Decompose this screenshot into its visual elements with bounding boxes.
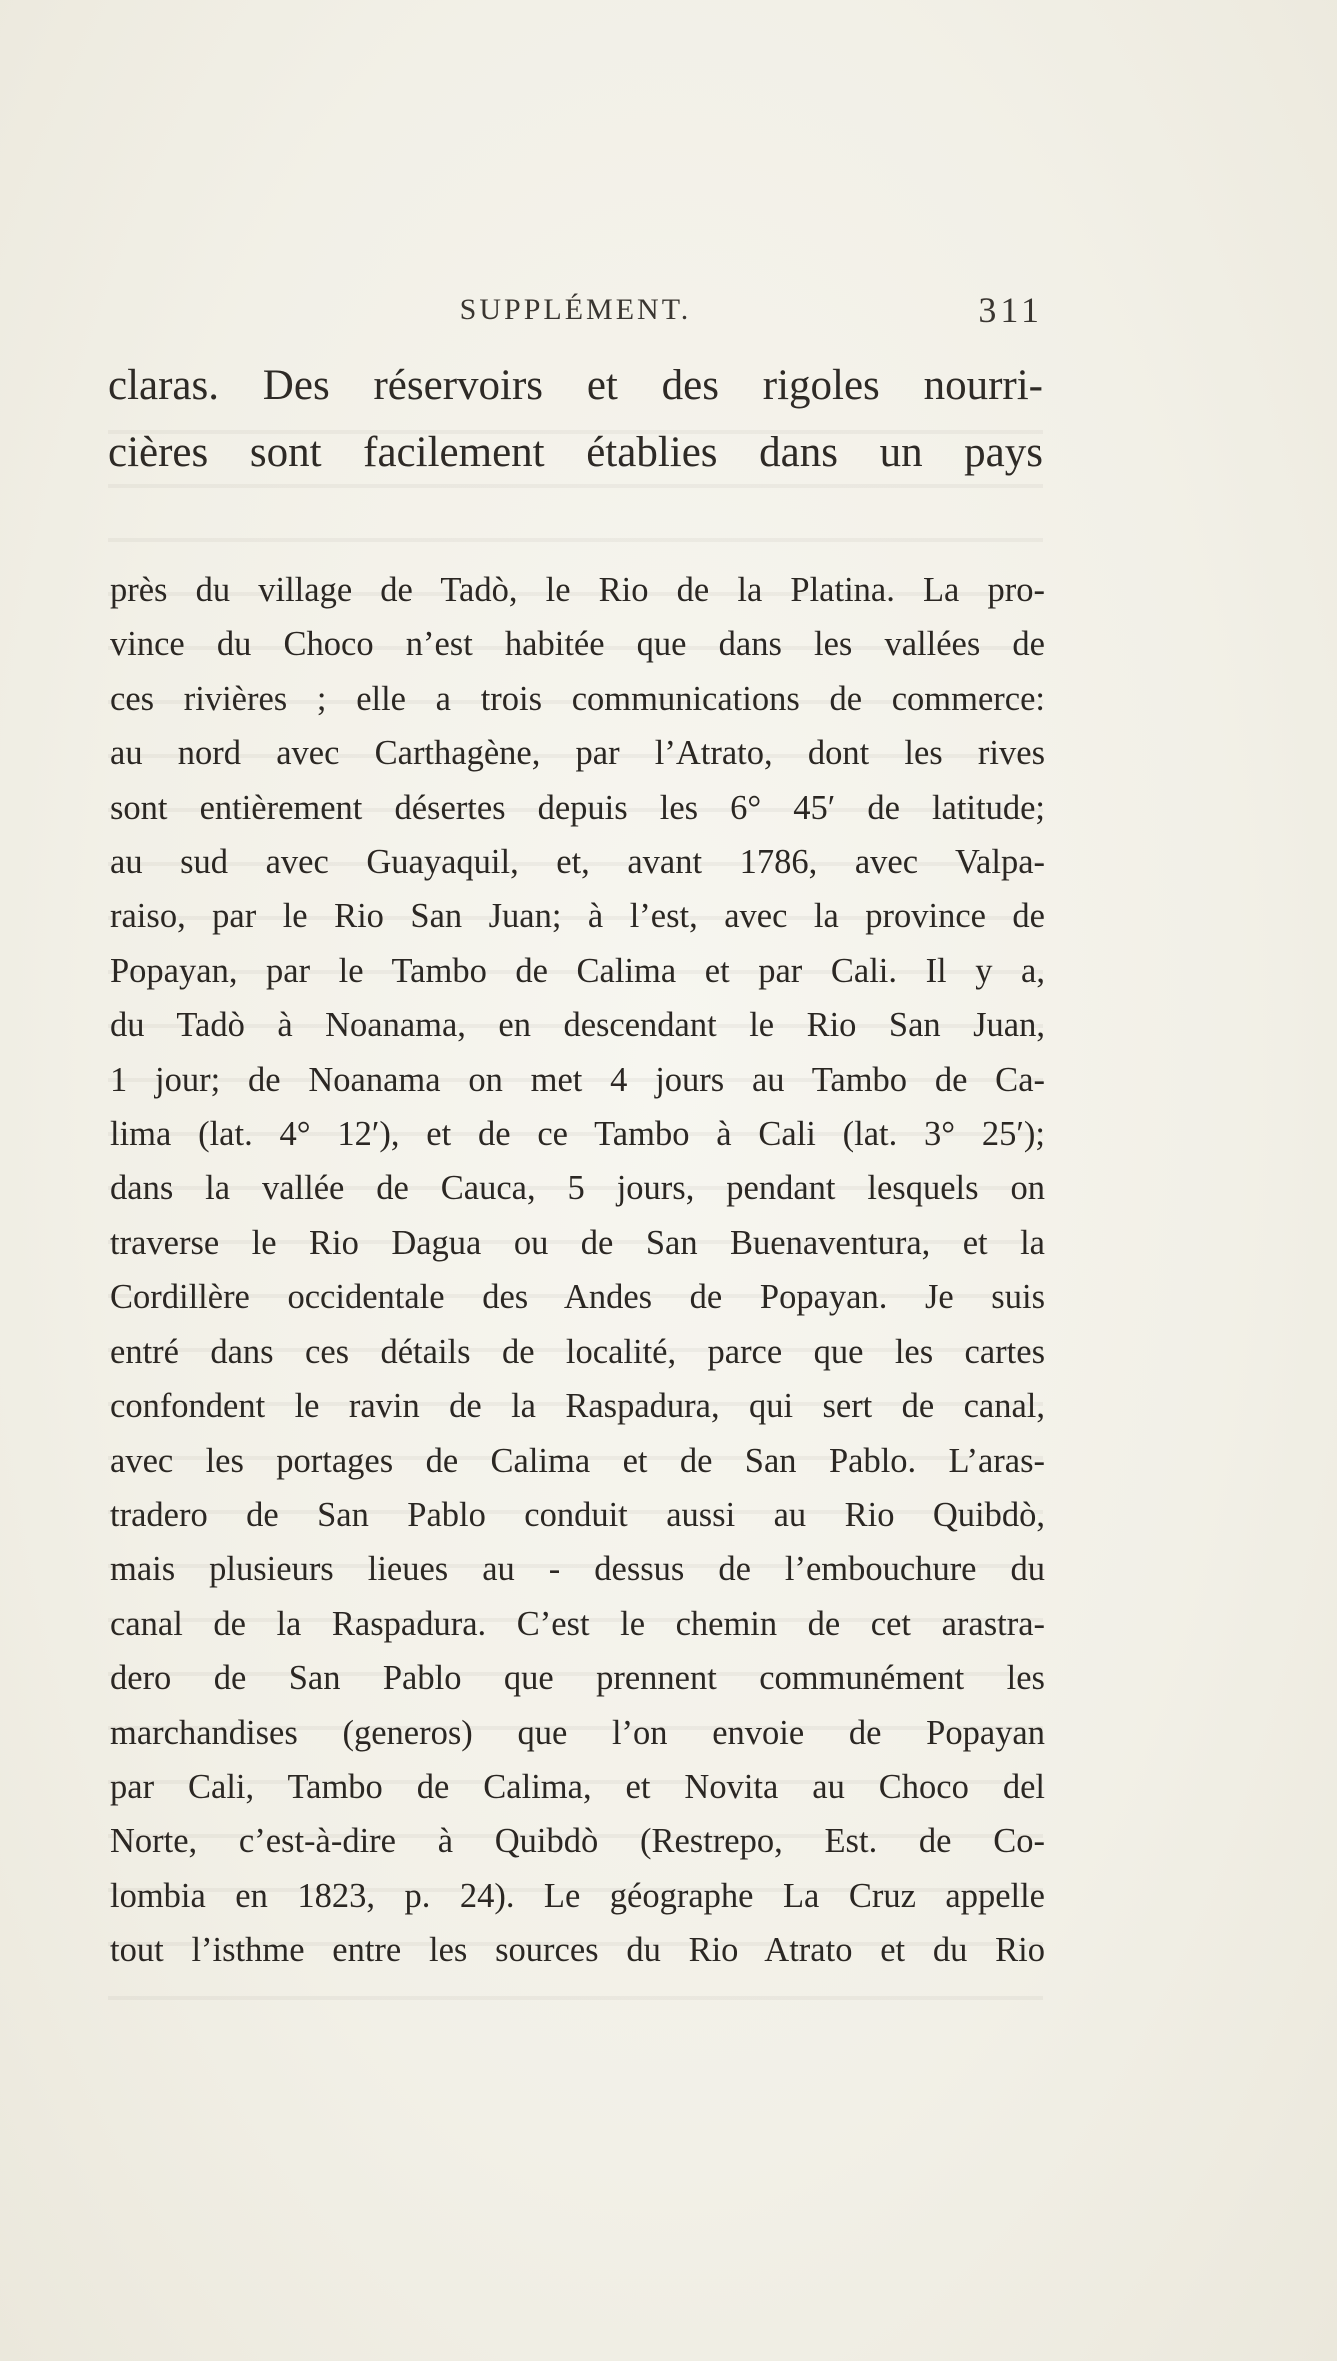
running-head: SUPPLÉMENT. [459, 293, 692, 326]
footnote-line: Cordillère occidentale des Andes de Popayan. Je suis [110, 1278, 1045, 1317]
footnote-line: marchandises (generos) que l’on envoie de Popayan [110, 1713, 1045, 1752]
footnote-line: sont entièrement désertes depuis les 6° 45′ de latitude; [110, 788, 1045, 827]
footnote-line: par Cali, Tambo de Calima, et Novita au Choco del [110, 1767, 1045, 1806]
footnote-line: traverse le Rio Dagua ou de San Buenaventura, et la [110, 1223, 1045, 1262]
page-header [108, 285, 1043, 335]
footnote-line: tout l’isthme entre les sources du Rio Atrato et du Rio [110, 1931, 1045, 1970]
footnote-line: avec les portages de Calima et de San Pablo. L’aras- [110, 1441, 1045, 1480]
footnote-line: confondent le ravin de la Raspadura, qui sert de canal, [110, 1387, 1045, 1426]
footnote-line: lima (lat. 4° 12′), et de ce Tambo à Cali (lat. 3° 25′); [110, 1115, 1045, 1154]
footnote-line: entré dans ces détails de localité, parce que les cartes [110, 1332, 1045, 1371]
footnote-line: vince du Choco n’est habitée que dans les vallées de [110, 625, 1045, 664]
footnote-line: près du village de Tadò, le Rio de la Platina. La pro- [110, 571, 1045, 609]
footnote-line: Norte, c’est-à-dire à Quibdò (Restrepo, Est. de Co- [110, 1822, 1045, 1861]
main-text-line: cières sont facilement établies dans un pays [108, 429, 1043, 476]
footnote-line: dans la vallée de Cauca, 5 jours, pendant lesquels on [110, 1169, 1045, 1208]
main-text-block [108, 352, 1043, 486]
footnote-line: au sud avec Guayaquil, et, avant 1786, avec Valpa- [110, 843, 1045, 882]
footnote-line: raiso, par le Rio San Juan; à l’est, avec la province de [110, 897, 1045, 936]
footnote-block [110, 563, 1045, 1978]
footnote-line: au nord avec Carthagène, par l’Atrato, dont les rives [110, 734, 1045, 773]
main-text-line: claras. Des réservoirs et des rigoles nourri- [108, 362, 1043, 409]
footnote-line: du Tadò à Noanama, en descendant le Rio San Juan, [110, 1006, 1045, 1045]
footnote-line: dero de San Pablo que prennent communément les [110, 1659, 1045, 1698]
footnote-line: ces rivières ; elle a trois communications de commerce: [110, 679, 1045, 718]
footnote-line: mais plusieurs lieues au - dessus de l’embouchure du [110, 1550, 1045, 1589]
footnote-line: lombia en 1823, p. 24). Le géographe La Cruz appelle [110, 1876, 1045, 1915]
footnote-line: tradero de San Pablo conduit aussi au Rio Quibdò, [110, 1495, 1045, 1534]
footnote-line: Popayan, par le Tambo de Calima et par Cali. Il y a, [110, 951, 1045, 990]
footnote-line: 1 jour; de Noanama on met 4 jours au Tambo de Ca- [110, 1060, 1045, 1099]
footnote-line: canal de la Raspadura. C’est le chemin de cet arastra- [110, 1604, 1045, 1643]
page-number: 311 [978, 290, 1043, 330]
